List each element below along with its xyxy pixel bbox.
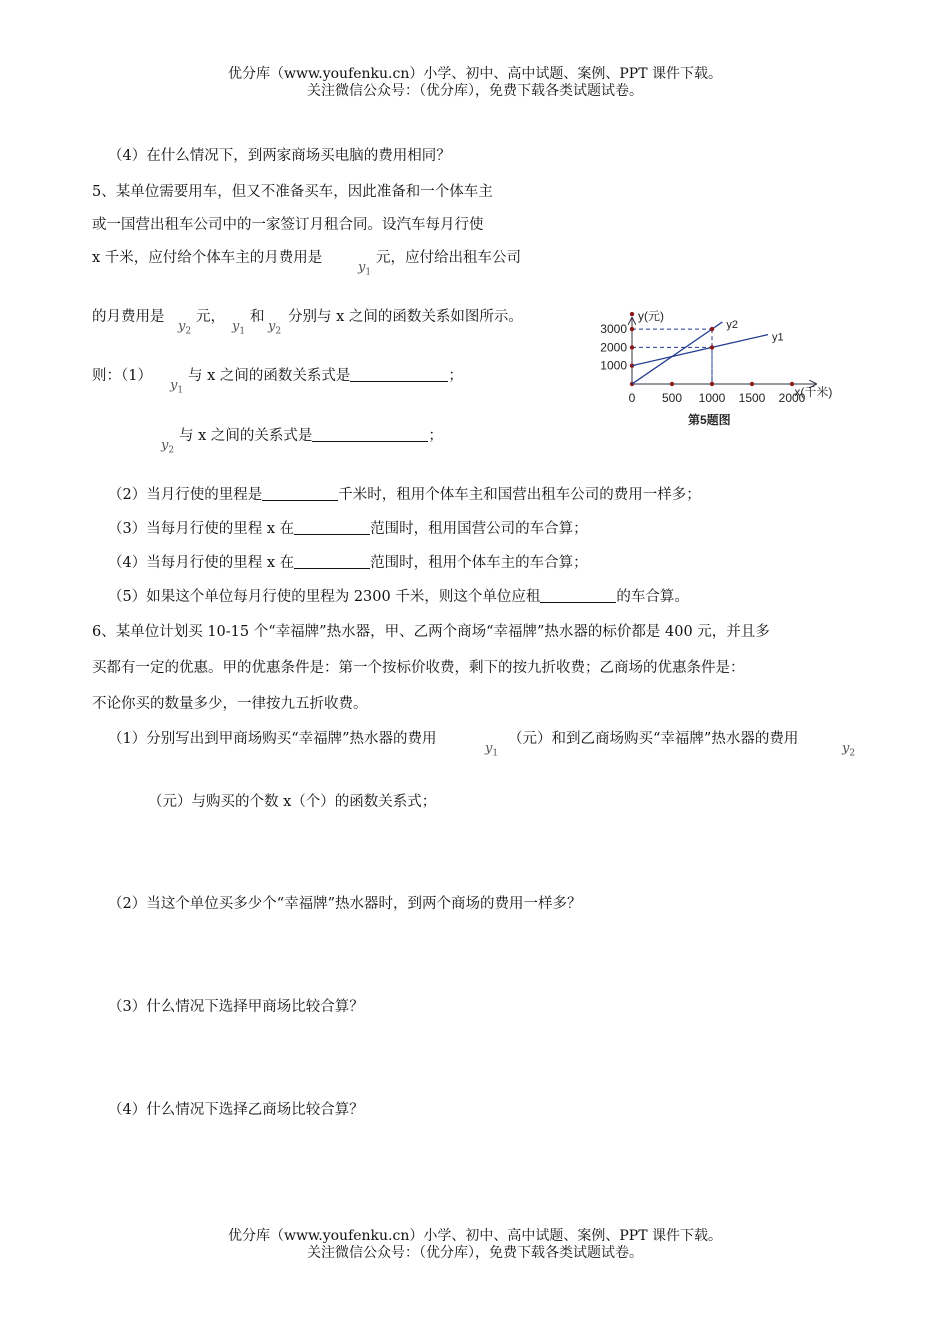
q5-p3: （3）当每月行使的里程 x 在 范围时，租用国营公司的车合算；	[108, 521, 588, 537]
q6-line-2: 买都有一定的优惠。甲的优惠条件是：第一个按标价收费，剩下的按九折收费；乙商场的优惠条件是：	[92, 660, 745, 676]
var-y2: $y_2$	[842, 741, 856, 759]
x-tick-dot	[670, 382, 674, 386]
x-tick-label: 1000	[698, 391, 726, 405]
answer-blank[interactable]	[294, 520, 370, 535]
question-4-previous: （4）在什么情况下，到两家商场买电脑的费用相同？	[108, 148, 451, 164]
header-line-2: 关注微信公众号：（优分库），免费下载各类试题试卷。	[307, 83, 643, 99]
data-point	[710, 345, 714, 349]
var-y1: $y_1$	[485, 741, 499, 759]
x-tick-label: 500	[661, 391, 683, 405]
answer-blank[interactable]	[350, 367, 448, 382]
answer-blank[interactable]	[312, 427, 428, 442]
var-y2: $y_2$	[178, 319, 192, 337]
q5-chart	[590, 192, 870, 437]
q5-line-4c: 和	[250, 309, 265, 325]
chart-title: 第5题图	[688, 413, 731, 427]
page-header	[0, 66, 950, 100]
series-line-y1	[632, 335, 768, 366]
q5-line-3b: 元，应付给出租车公司	[376, 250, 521, 266]
var-y1: $y_1$	[170, 378, 184, 396]
q6-p1b: （元）和到乙商场购买“幸福牌”热水器的费用	[508, 731, 799, 747]
y-tick-label: 3000	[600, 322, 627, 337]
x-tick-label: 0	[628, 391, 636, 405]
q5-line-4b: 元，	[196, 309, 225, 325]
page-footer	[0, 1228, 950, 1262]
q6-p3: （3）什么情况下选择甲商场比较合算？	[108, 999, 364, 1015]
q5-line-4a: 的月费用是	[92, 309, 165, 325]
q5-p1a: 则：（1）	[92, 368, 152, 384]
q5-p1c: 与 x 之间的关系式是 ；	[179, 428, 443, 444]
y-tick-dot	[630, 327, 634, 331]
q5-line-2: 或一国营出租车公司中的一家签订月租合同。设汽车每月行使	[92, 217, 484, 233]
q6-p1c: （元）与购买的个数 x（个）的函数关系式；	[148, 794, 437, 810]
y-tick-dot	[630, 345, 634, 349]
header-line-1: 优分库（www.youfenku.cn）小学、初中、高中试题、案例、PPT 课件下载。	[227, 66, 722, 82]
x-tick-dot	[750, 382, 754, 386]
footer-line-2: 关注微信公众号：（优分库），免费下载各类试题试卷。	[307, 1245, 643, 1261]
q5-p5: （5）如果这个单位每月行使的里程为 2300 千米，则这个单位应租 的车合算。	[108, 589, 689, 605]
q5-line-1: 5、某单位需要用车，但又不准备买车，因此准备和一个体车主	[92, 184, 493, 200]
footer-line-1: 优分库（www.youfenku.cn）小学、初中、高中试题、案例、PPT 课件下载。	[227, 1228, 722, 1244]
q5-line-3a: x 千米，应付给个体车主的月费用是	[92, 250, 323, 266]
q5-p4: （4）当每月行使的里程 x 在 范围时，租用个体车主的车合算；	[108, 555, 588, 571]
y-tick-label: 1000	[600, 358, 627, 373]
y-axis-end-dot	[630, 312, 634, 316]
var-y1: $y_1$	[358, 260, 372, 278]
q6-line-1: 6、某单位计划买 10-15 个“幸福牌”热水器，甲、乙两个商场“幸福牌”热水器的标价都是 400 元，并且多	[92, 624, 770, 640]
x-axis-label: x(千米)	[794, 385, 833, 399]
x-tick-label: 1500	[738, 391, 766, 405]
var-y2: $y_2$	[268, 319, 282, 337]
q5-p1b: 与 x 之间的函数关系式是 ；	[188, 368, 463, 384]
x-tick-label: 2000	[778, 391, 806, 405]
var-y1: $y_1$	[232, 319, 246, 337]
q6-p2: （2）当这个单位买多少个“幸福牌”热水器时，到两个商场的费用一样多？	[108, 896, 582, 912]
series-line-y2	[632, 322, 722, 384]
x-tick-dot	[710, 382, 714, 386]
q6-p1a: （1）分别写出到甲商场购买“幸福牌”热水器的费用	[108, 731, 437, 747]
q6-p4: （4）什么情况下选择乙商场比较合算？	[108, 1102, 364, 1118]
answer-blank[interactable]	[262, 486, 338, 501]
q6-line-3: 不论你买的数量多少，一律按九五折收费。	[92, 696, 368, 712]
y-axis-label: y(元)	[638, 309, 664, 324]
var-y2: $y_2$	[161, 438, 175, 456]
series-label-y2: y2	[726, 318, 739, 331]
y-tick-label: 2000	[600, 340, 627, 355]
data-point	[710, 327, 714, 331]
series-label-y1: y1	[772, 331, 784, 344]
q5-p2: （2）当月行使的里程是 千米时，租用个体车主和国营出租车公司的费用一样多；	[108, 487, 701, 503]
q5-line-4d: 分别与 x 之间的函数关系如图所示。	[288, 309, 523, 325]
answer-blank[interactable]	[294, 554, 370, 569]
answer-blank[interactable]	[540, 588, 616, 603]
